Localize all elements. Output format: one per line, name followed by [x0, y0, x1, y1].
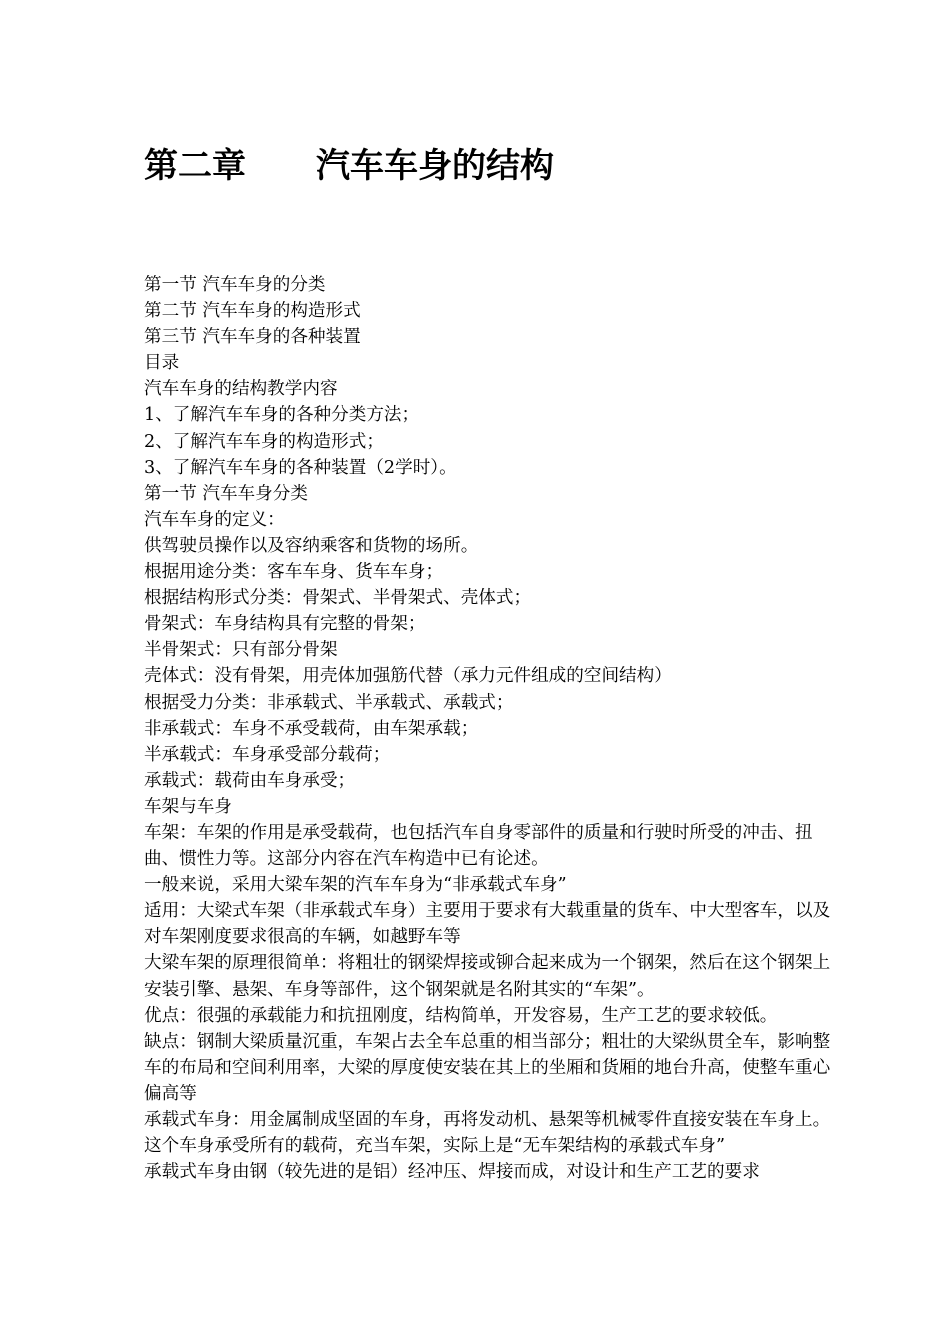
text-paragraph: 适用：大梁式车架（非承载式车身）主要用于要求有大载重量的货车、中大型客车，以及对车架刚度要求很高的车辆，如越野车等: [144, 901, 831, 948]
text-paragraph: 优点：很强的承载能力和抗扭刚度，结构简单，开发容易，生产工艺的要求较低。: [144, 1005, 778, 1026]
text-line: 第二节 汽车车身的构造形式: [144, 301, 361, 322]
text-line: 壳体式：没有骨架，用壳体加强筋代替（承力元件组成的空间结构）: [144, 666, 672, 687]
text-line: 目录: [144, 353, 180, 374]
text-line: 根据受力分类：非承载式、半承载式、承载式；: [144, 692, 514, 713]
text-line: 第一节 汽车车身的分类: [144, 275, 326, 295]
chapter-title: [144, 140, 554, 192]
chapter-name: 汽车车身的结构: [316, 146, 554, 186]
text-line: 一般来说，采用大梁车架的汽车车身为“非承载式车身”: [144, 875, 567, 896]
text-line: 车架与车身: [144, 796, 232, 817]
text-line: 第三节 汽车车身的各种装置: [144, 327, 361, 348]
text-paragraph: 承载式车身由钢（较先进的是铝）经冲压、焊接而成，对设计和生产工艺的要求: [144, 1162, 760, 1183]
text-line: 汽车车身的结构教学内容: [144, 379, 338, 400]
text-line: 3、了解汽车车身的各种装置（2学时）。: [144, 457, 457, 478]
text-line: 供驾驶员操作以及容纳乘客和货物的场所。: [144, 535, 479, 556]
text-line: 非承载式：车身不承受载荷，由车架承载；: [144, 718, 479, 739]
text-line: 半承载式：车身承受部分载荷；: [144, 744, 391, 765]
text-line: 1、了解汽车车身的各种分类方法；: [144, 405, 420, 426]
body-text: [144, 272, 834, 1185]
chapter-number: 第二章: [144, 146, 246, 186]
text-paragraph: 缺点：钢制大梁质量沉重，车架占去全车总重的相当部分；粗壮的大梁纵贯全车，影响整车的布局和空间利用率，大梁的厚度使安装在其上的坐厢和货厢的地台升高，使整车重心偏高等: [144, 1031, 831, 1104]
text-paragraph: 承载式车身：用金属制成坚固的车身，再将发动机、悬架等机械零件直接安装在车身上。这个车身承受所有的载荷，充当车架，实际上是“无车架结构的承载式车身”: [144, 1110, 831, 1157]
text-paragraph: 车架：车架的作用是承受载荷，也包括汽车自身零部件的质量和行驶时所受的冲击、扭曲、惯性力等。这部分内容在汽车构造中已有论述。: [144, 822, 813, 870]
text-line: 第一节 汽车车身分类: [144, 483, 308, 504]
text-line: 根据用途分类：客车车身、货车车身；: [144, 562, 444, 583]
text-line: 承载式：载荷由车身承受；: [144, 770, 356, 791]
text-line: 半骨架式：只有部分骨架: [144, 640, 338, 661]
text-line: 骨架式：车身结构具有完整的骨架；: [144, 614, 426, 635]
text-line: 2、了解汽车车身的构造形式；: [144, 431, 384, 452]
text-line: 根据结构形式分类：骨架式、半骨架式、壳体式；: [144, 588, 532, 609]
text-paragraph: 大梁车架的原理很简单：将粗壮的钢梁焊接或铆合起来成为一个钢架，然后在这个钢架上安装引擎、悬架、车身等部件，这个钢架就是名附其实的“车架”。: [144, 953, 831, 1000]
text-line: 汽车车身的定义：: [144, 509, 285, 530]
